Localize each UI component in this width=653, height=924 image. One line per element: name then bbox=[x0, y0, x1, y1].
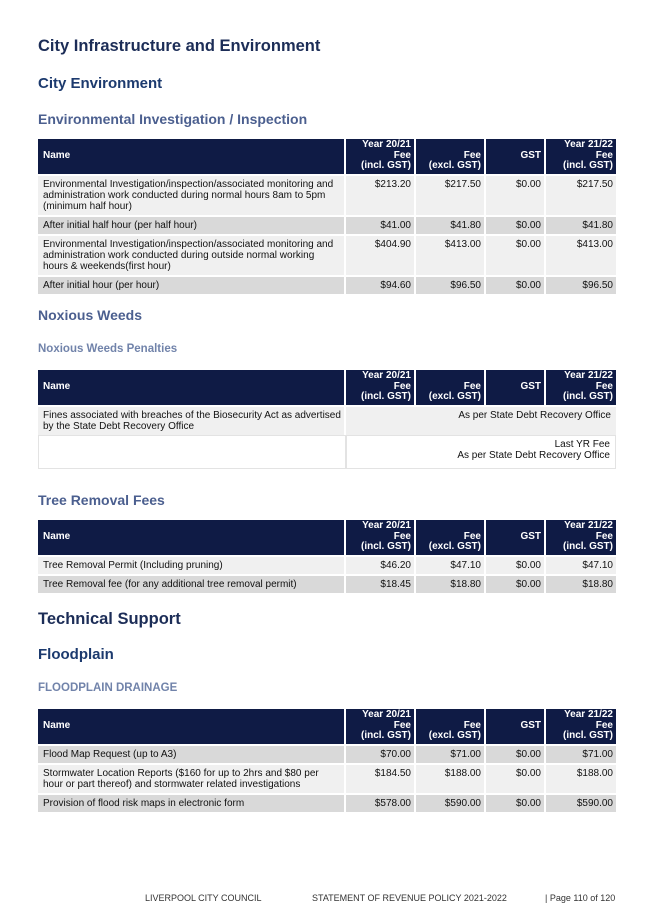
row-name: Environmental Investigation/inspection/associated monitoring and administration work conducted during normal hours 8am to 5pm (minimum half hour) bbox=[38, 174, 346, 215]
header-name: Name bbox=[38, 520, 346, 555]
row-gst: $0.00 bbox=[486, 275, 546, 294]
heading-noxious-weeds: Noxious Weeds bbox=[38, 307, 142, 323]
row-name: Provision of flood risk maps in electronic form bbox=[38, 793, 346, 812]
heading-noxious-weeds-penalties: Noxious Weeds Penalties bbox=[38, 343, 178, 355]
row-gst: $0.00 bbox=[486, 555, 546, 574]
table-header-row bbox=[38, 370, 616, 405]
row-gst: $0.00 bbox=[486, 763, 546, 793]
row-gst: $0.00 bbox=[486, 793, 546, 812]
row-prev-fee: $404.90 bbox=[346, 234, 416, 275]
row-prev-fee: $184.50 bbox=[346, 763, 416, 793]
table-row bbox=[38, 275, 616, 294]
row-fee-incl: $413.00 bbox=[546, 234, 616, 275]
row-name-empty bbox=[38, 435, 346, 469]
heading-environmental-investigation: Environmental Investigation / Inspection bbox=[38, 111, 308, 127]
tree-removal-table bbox=[38, 520, 616, 593]
header-year-2021: Year 20/21 Fee (incl. GST) bbox=[346, 139, 416, 174]
header-year-2021: Year 20/21 Fee (incl. GST) bbox=[346, 520, 416, 555]
footer-council: LIVERPOOL CITY COUNCIL bbox=[145, 893, 262, 903]
row-prev-fee: $70.00 bbox=[346, 744, 416, 763]
row-gst: $0.00 bbox=[486, 174, 546, 215]
header-year-2122: Year 21/22 Fee (incl. GST) bbox=[546, 709, 616, 744]
table-row bbox=[38, 555, 616, 574]
table-header-row bbox=[38, 709, 616, 744]
table-row bbox=[38, 793, 616, 812]
row-fee-incl: $96.50 bbox=[546, 275, 616, 294]
row-name: Tree Removal fee (for any additional tree removal permit) bbox=[38, 574, 346, 593]
row-prev-fee: $94.60 bbox=[346, 275, 416, 294]
floodplain-drainage-table bbox=[38, 709, 616, 812]
header-gst: GST bbox=[486, 139, 546, 174]
table-row bbox=[38, 234, 616, 275]
row-prev-fee: $46.20 bbox=[346, 555, 416, 574]
row-fee-incl: $47.10 bbox=[546, 555, 616, 574]
header-gst: GST bbox=[486, 370, 546, 405]
header-year-2021: Year 20/21 Fee (incl. GST) bbox=[346, 370, 416, 405]
header-fee-excl: Fee (excl. GST) bbox=[416, 139, 486, 174]
row-fee-excl: $41.80 bbox=[416, 215, 486, 234]
row-gst: $0.00 bbox=[486, 215, 546, 234]
row-fee-incl: $590.00 bbox=[546, 793, 616, 812]
table-header-row bbox=[38, 139, 616, 174]
footer-page-number: | Page 110 of 120 bbox=[545, 893, 616, 903]
table-row bbox=[38, 744, 616, 763]
last-year-label: Last YR Fee bbox=[554, 438, 610, 450]
row-prev-fee: $18.45 bbox=[346, 574, 416, 593]
row-name: After initial half hour (per half hour) bbox=[38, 215, 346, 234]
row-fee-incl: $188.00 bbox=[546, 763, 616, 793]
row-fee-excl: $590.00 bbox=[416, 793, 486, 812]
header-year-2122: Year 21/22 Fee (incl. GST) bbox=[546, 520, 616, 555]
row-fee-incl: $41.80 bbox=[546, 215, 616, 234]
row-name: Fines associated with breaches of the Biosecurity Act as advertised by the State Debt Recovery Office bbox=[38, 405, 346, 435]
table-row bbox=[38, 174, 616, 215]
table-row bbox=[38, 215, 616, 234]
row-fee-incl: $18.80 bbox=[546, 574, 616, 593]
row-gst: $0.00 bbox=[486, 574, 546, 593]
row-name: After initial hour (per hour) bbox=[38, 275, 346, 294]
row-name: Flood Map Request (up to A3) bbox=[38, 744, 346, 763]
row-merged-fee: As per State Debt Recovery Office bbox=[346, 405, 616, 435]
header-year-2122: Year 21/22 Fee (incl. GST) bbox=[546, 370, 616, 405]
header-gst: GST bbox=[486, 709, 546, 744]
row-gst: $0.00 bbox=[486, 744, 546, 763]
heading-floodplain: Floodplain bbox=[38, 646, 114, 663]
header-name: Name bbox=[38, 139, 346, 174]
row-fee-excl: $413.00 bbox=[416, 234, 486, 275]
row-last-year-fee bbox=[346, 435, 616, 469]
header-fee-excl: Fee (excl. GST) bbox=[416, 709, 486, 744]
table-header-row bbox=[38, 520, 616, 555]
table-row bbox=[38, 763, 616, 793]
row-prev-fee: $578.00 bbox=[346, 793, 416, 812]
row-fee-excl: $47.10 bbox=[416, 555, 486, 574]
row-fee-excl: $71.00 bbox=[416, 744, 486, 763]
header-fee-excl: Fee (excl. GST) bbox=[416, 520, 486, 555]
row-fee-excl: $18.80 bbox=[416, 574, 486, 593]
row-name: Environmental Investigation/inspection/associated monitoring and administration work conducted during outside normal working hours & weekends(first hour) bbox=[38, 234, 346, 275]
header-gst: GST bbox=[486, 520, 546, 555]
header-year-2021: Year 20/21 Fee (incl. GST) bbox=[346, 709, 416, 744]
table-row bbox=[38, 574, 616, 593]
row-name: Tree Removal Permit (Including pruning) bbox=[38, 555, 346, 574]
heading-tree-removal: Tree Removal Fees bbox=[38, 492, 165, 508]
row-name: Stormwater Location Reports ($160 for up to 2hrs and $80 per hour or part thereof) and stormwater related investigations bbox=[38, 763, 346, 793]
header-name: Name bbox=[38, 709, 346, 744]
row-prev-fee: $41.00 bbox=[346, 215, 416, 234]
noxious-weeds-table bbox=[38, 370, 616, 469]
table-row bbox=[38, 405, 616, 435]
row-fee-incl: $217.50 bbox=[546, 174, 616, 215]
footer-statement: STATEMENT OF REVENUE POLICY 2021-2022 bbox=[312, 893, 507, 903]
heading-floodplain-drainage: FLOODPLAIN DRAINAGE bbox=[38, 682, 178, 694]
last-year-value: As per State Debt Recovery Office bbox=[457, 449, 610, 461]
header-name: Name bbox=[38, 370, 346, 405]
row-prev-fee: $213.20 bbox=[346, 174, 416, 215]
row-fee-excl: $217.50 bbox=[416, 174, 486, 215]
row-gst: $0.00 bbox=[486, 234, 546, 275]
row-fee-excl: $96.50 bbox=[416, 275, 486, 294]
heading-technical-support: Technical Support bbox=[38, 610, 181, 628]
header-year-2122: Year 21/22 Fee (incl. GST) bbox=[546, 139, 616, 174]
row-fee-incl: $71.00 bbox=[546, 744, 616, 763]
heading-city-infrastructure: City Infrastructure and Environment bbox=[38, 37, 321, 55]
environmental-fee-table bbox=[38, 139, 616, 294]
table-row-last-year bbox=[38, 435, 616, 469]
header-fee-excl: Fee (excl. GST) bbox=[416, 370, 486, 405]
heading-city-environment: City Environment bbox=[38, 75, 163, 92]
row-fee-excl: $188.00 bbox=[416, 763, 486, 793]
